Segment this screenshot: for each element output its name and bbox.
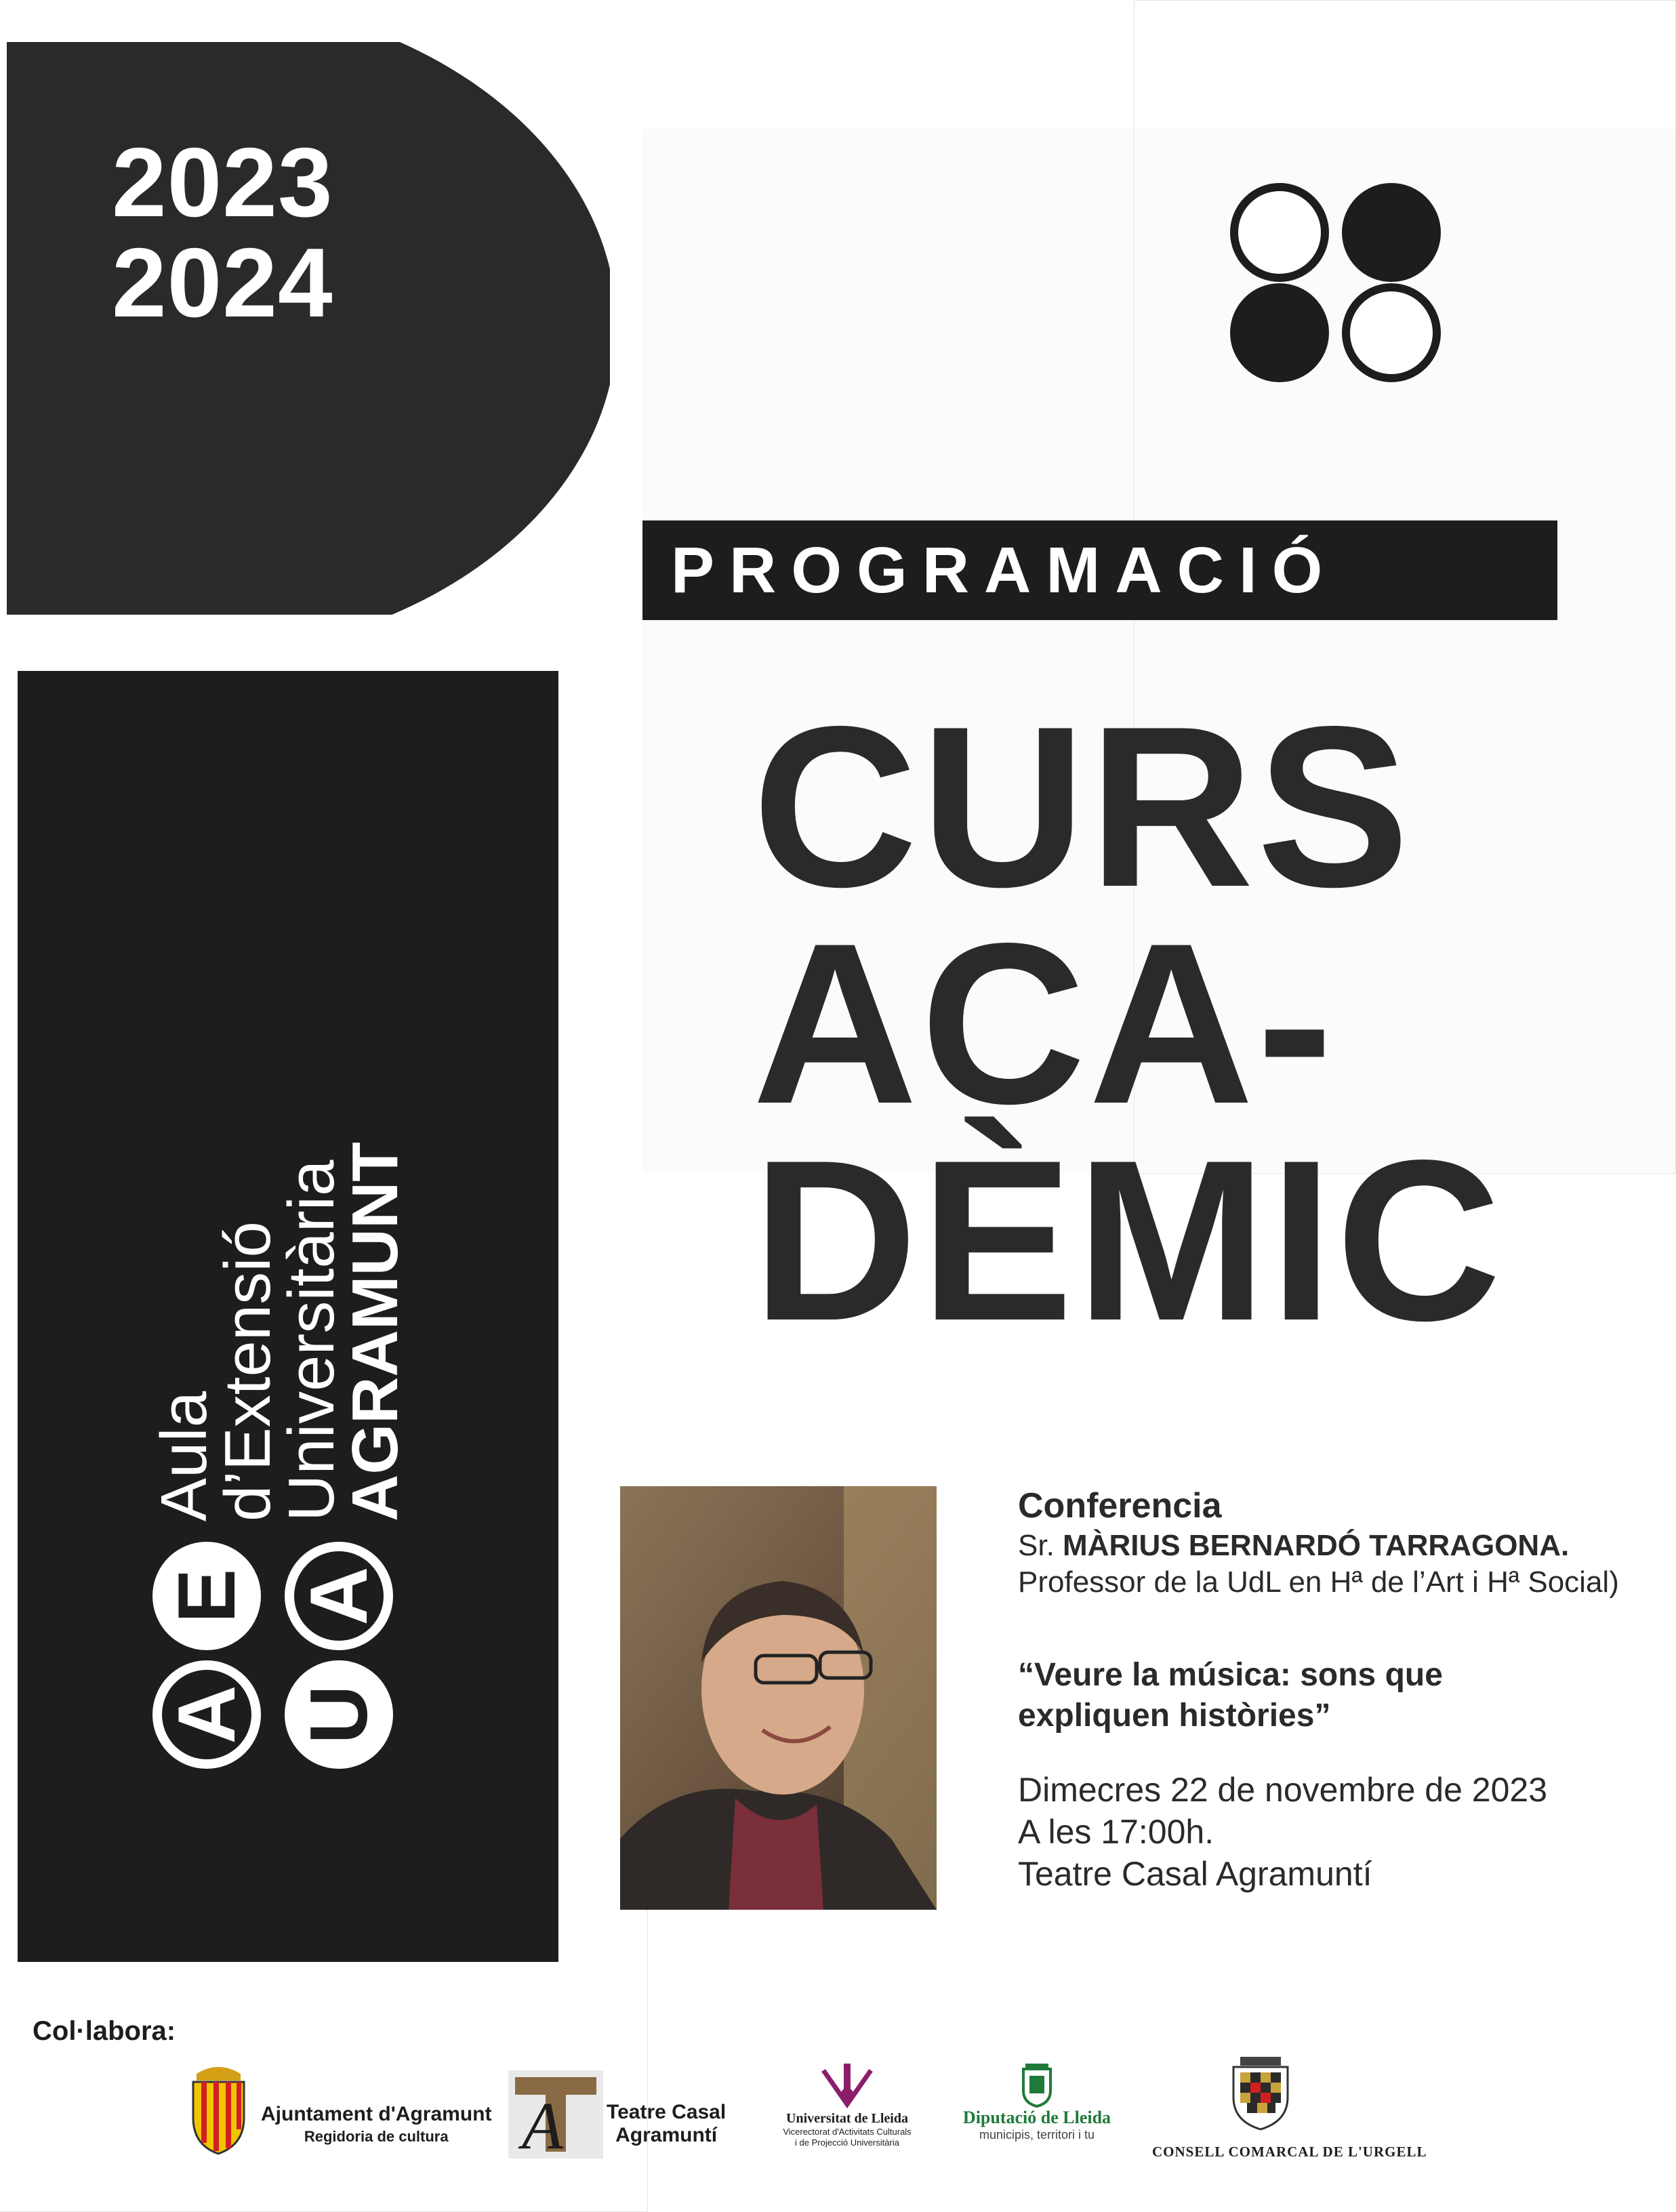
conference-time: A les 17:00h. (1018, 1813, 1214, 1851)
speaker-name: MÀRIUS BERNARDÓ TARRAGONA. (1063, 1529, 1570, 1562)
page-title (752, 678, 1505, 1368)
aeua-letter-a-icon: A (152, 1660, 261, 1769)
aeua-line-4: AGRAMUNT (339, 1142, 411, 1521)
ajuntament-shield-icon (186, 2060, 251, 2155)
teatre-line-2: Agramuntí (615, 2124, 718, 2146)
sponsor-consell (1152, 2053, 1427, 2162)
diputacio-name: Diputació de Lleida (962, 2108, 1111, 2127)
four-circles-logo-icon (1230, 183, 1447, 386)
collaborators-label: Col·labora: (33, 2016, 176, 2046)
ajuntament-name: Ajuntament d'Agramunt (261, 2103, 492, 2125)
speaker-prefix: Sr. (1018, 1529, 1063, 1562)
speaker-line (1018, 1528, 1662, 1564)
aeua-letter-e-icon: E (152, 1542, 261, 1650)
speaker-photo (620, 1486, 937, 1910)
aeua-wordmark (148, 1142, 411, 1521)
title-line-1: CURS (752, 678, 1412, 935)
aeua-letter-a2-icon: A (285, 1542, 393, 1650)
udl-subtitle-2: i de Projecció Universitària (795, 2137, 899, 2148)
diputacio-shield-icon (1020, 2064, 1054, 2108)
udl-subtitle-1: Vicerectorat d'Activitats Culturals (783, 2127, 912, 2137)
sponsor-diputacio (945, 2064, 1128, 2158)
conference-when (1018, 1769, 1662, 1895)
diputacio-subtitle: municipis, territori i tu (979, 2128, 1095, 2142)
consell-name: CONSELL COMARCAL DE L'URGELL (1152, 2144, 1427, 2160)
teatre-logo-icon (508, 2070, 603, 2158)
aeua-line-2: d’Extensió (211, 1221, 284, 1521)
consell-urgell-shield-icon (1227, 2053, 1294, 2131)
year-end: 2024 (112, 228, 333, 337)
aeua-line-1: Aula (148, 1391, 220, 1521)
aeua-letter-u-icon: U (285, 1660, 393, 1769)
academic-years (112, 127, 333, 337)
sponsor-teatre (508, 2070, 732, 2162)
udl-name: Universitat de Lleida (786, 2111, 908, 2126)
teatre-line-1: Teatre Casal (607, 2101, 727, 2123)
sponsor-ajuntament (186, 2060, 498, 2155)
conference-heading: Conferencia (1018, 1486, 1222, 1525)
year-start: 2023 (112, 127, 333, 237)
conference-title (1018, 1655, 1662, 1736)
conference-title-line-2: expliquen històries” (1018, 1698, 1331, 1734)
speaker-role: Professor de la UdL en Hª de l’Art i Hª Social) (1018, 1565, 1619, 1599)
aeua-line-3: Universitària (275, 1160, 348, 1521)
title-line-2: ACA- (752, 895, 1336, 1151)
programacio-banner (642, 520, 1557, 620)
sponsor-udl (783, 2060, 912, 2162)
udl-logo-icon (817, 2060, 878, 2111)
conference-info (1018, 1484, 1662, 1895)
ajuntament-subtitle: Regidoria de cultura (304, 2128, 449, 2145)
conference-place: Teatre Casal Agramuntí (1018, 1855, 1372, 1893)
conference-date: Dimecres 22 de novembre de 2023 (1018, 1771, 1548, 1809)
conference-title-line-1: “Veure la música: sons que (1018, 1657, 1443, 1693)
programacio-label: PROGRAMACIÓ (671, 533, 1338, 607)
title-line-3: DÈMIC (752, 1112, 1505, 1368)
svg-text:A: A (522, 2088, 564, 2158)
